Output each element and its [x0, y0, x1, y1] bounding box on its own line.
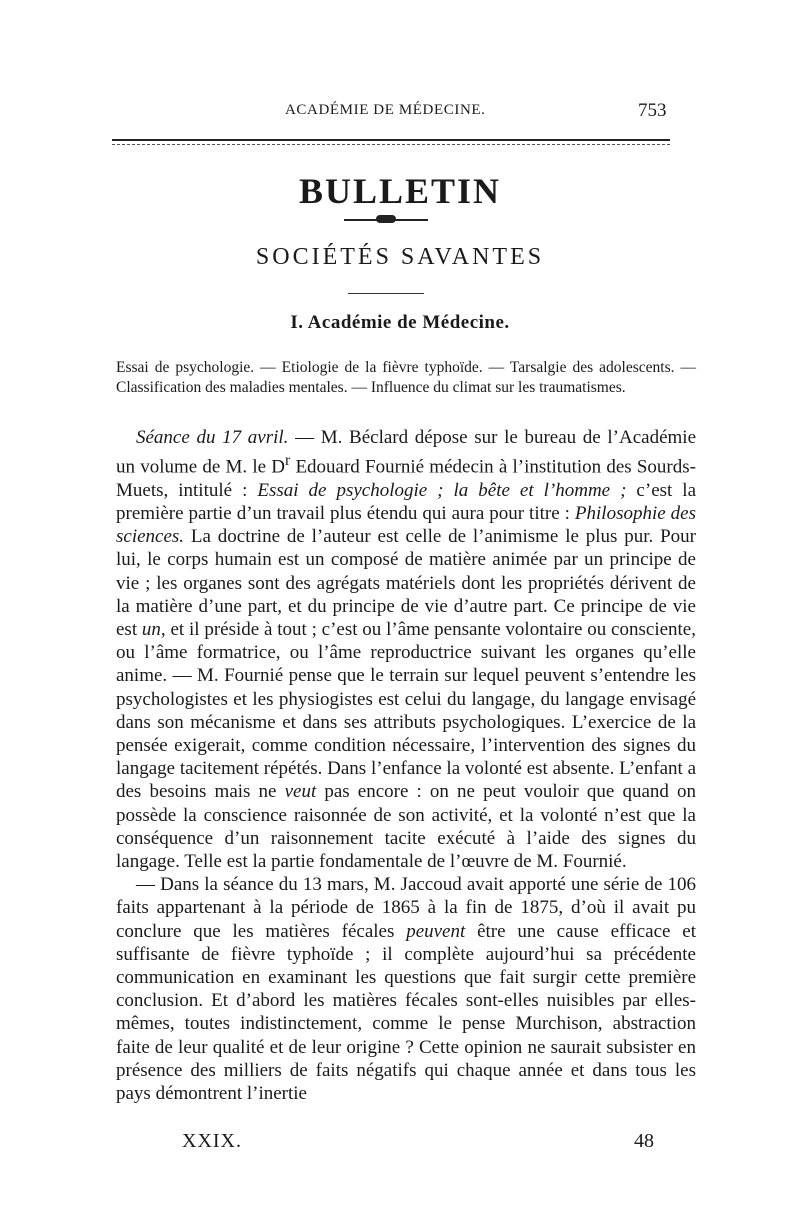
p1-sup: r [284, 452, 291, 470]
running-title: ACADÉMIE DE MÉDECINE. [285, 102, 486, 118]
p1-text-2: Edouard Fournié médecin à l’institution des Sourds-Muets, intitulé : [116, 456, 696, 501]
header-rule-dashed [112, 144, 670, 145]
p2-text-2: être une cause efficace et suffisante de fièvre typhoïde ; il complète aujourd’hui sa précédente communication en examinant les questions que fait surgir cette première conclusion. Et d’abord les matières fécales sont-elles nuisibles par elles-mêmes, toutes indistinctement, comme le pense Murchison, abstraction faite de leur qualité et de leur origine ? Cette opinion ne saurait subsister en présence des milliers de faits négatifs qui chaque année et dans tous les pays démontrent l’inertie [116, 920, 696, 1105]
running-head [0, 100, 800, 124]
p1-text-5: et il préside à tout ; c’est ou l’âme pensante volontaire ou consciente, ou l’âme formatrice, ou l’âme reproductrice suivant les organes qu’elle anime. — M. Fournié pense que le terrain sur lequel peuvent s’entendre les psychologistes et les physiogistes est celui du langage, du langage envisagé dans son mécanisme et dans ses attributs psychologiques. L’exercice de la pensée exigerait, comme condition nécessaire, l’intervention des signes du langage tacitement répétés. Dans l’enfance la volonté est absente. L’enfant a des besoins mais ne [116, 618, 696, 803]
series-title: Philosophie des sciences. [116, 502, 696, 548]
page-number: 753 [638, 100, 667, 121]
paragraph-jaccoud [116, 873, 696, 1105]
p2-text-1: — Dans la séance du 13 mars, M. Jaccoud avait apporté une série de 106 faits appartenant à la période de 1865 à la fin de 1875, d’où il avait pu conclure que les matières fécales [116, 874, 696, 942]
bulletin-title: BULLETIN [298, 171, 502, 211]
paragraph-seance [116, 426, 696, 873]
p1-text-4: La doctrine de l’auteur est celle de l’animisme le plus pur. Pour lui, le corps humain est un composé de matière animée par un principe de vie ; les organes sont des agrégats matériels dont les propriétés dérivent de la matière d’une part, et du principe de vie d’autre part. Ce principe de vie est [116, 526, 696, 640]
section-heading: I. Académie de Médecine. [290, 312, 510, 333]
summary-text: Essai de psychologie. — Etiologie de la fièvre typhoïde. — Tarsalgie des adolescents. — Classification des maladies mentales. — Influence du climat sur les traumatismes. [116, 359, 696, 396]
section-title: SOCIÉTÉS SAVANTES [255, 244, 545, 270]
sheet-number: 48 [634, 1130, 654, 1152]
section-divider [348, 293, 424, 294]
signature-mark: XXIX. [182, 1130, 242, 1152]
header-rule [112, 139, 670, 141]
seance-label: Séance du 17 avril. [136, 427, 289, 448]
emphasis-peuvent: peuvent [406, 920, 466, 942]
book-title: Essai de psychologie ; la bête et l’homme ; [257, 479, 627, 501]
page-footer [0, 1130, 800, 1160]
article-body [116, 426, 696, 1105]
emphasis-veut: veut [284, 781, 317, 803]
emphasis-un: un, [141, 618, 166, 640]
summary [116, 358, 696, 398]
p1-text-3: c’est la première partie d’un travail plus étendu qui aura pour titre : [116, 479, 697, 524]
p1-text-1: — M. Béclard dépose sur le bureau de l’Académie un volume de M. le D [116, 427, 696, 478]
p1-text-6: pas encore : on ne peut vouloir que quand on possède la conscience raisonnée de son activité, et la volonté n’est que la conséquence d’un raisonnement tacite exécuté à l’aide des signes du langage. Telle est la partie fondamentale de l’œuvre de M. Fournié. [116, 781, 696, 872]
ornament-icon [376, 215, 396, 223]
